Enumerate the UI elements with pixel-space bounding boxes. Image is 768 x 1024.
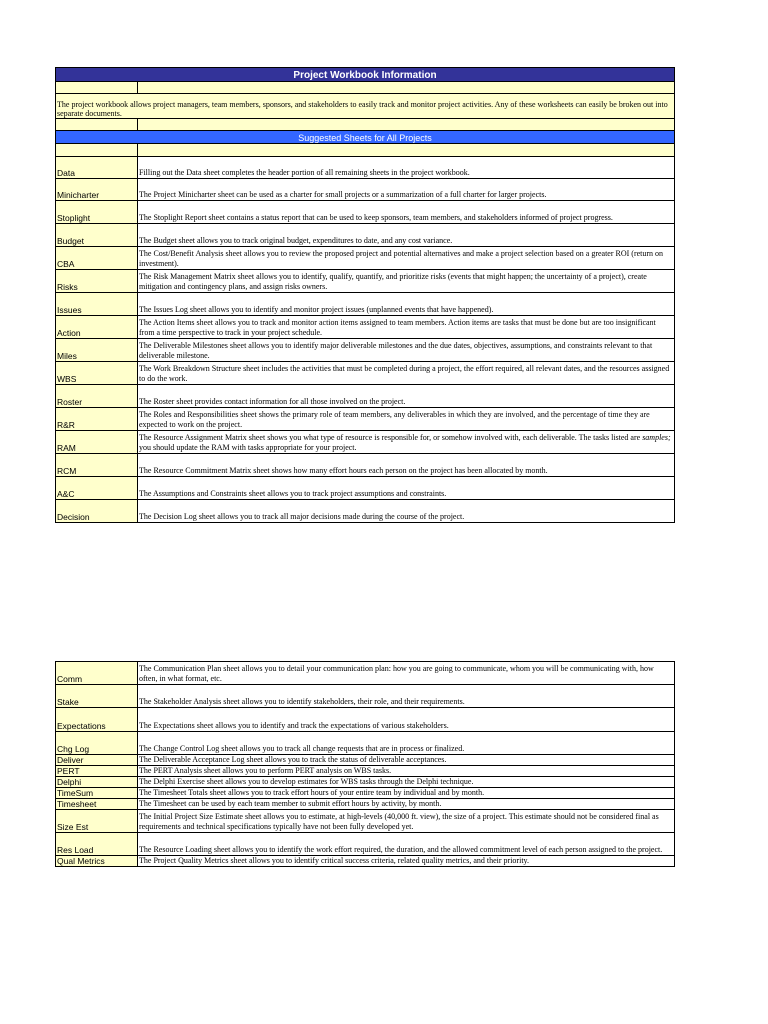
sheet-name-cell[interactable]: Qual Metrics [56, 856, 138, 867]
sheet-name-cell[interactable]: Delphi [56, 777, 138, 788]
sheet-desc-cell[interactable]: The Resource Loading sheet allows you to identify the work effort required, the duration, and the allowed commitment level of each person assigned to the project. [138, 833, 675, 856]
sheet-desc-cell[interactable]: The Risk Management Matrix sheet allows you to identify, qualify, quantify, and prioritize risks (events that might happen; the uncertainty of a project), create mitigation and contingency plans, and assign risks owners. [138, 270, 675, 293]
sheet-name-cell[interactable]: Minicharter [56, 179, 138, 201]
table-row [56, 247, 675, 270]
sheet-desc-cell[interactable]: The PERT Analysis sheet allows you to perform PERT analysis on WBS tasks. [138, 766, 675, 777]
table-row [56, 685, 675, 708]
table-row [56, 477, 675, 500]
sheet-desc-cell[interactable]: The Deliverable Milestones sheet allows you to identify major deliverable milestones and the due dates, objectives, assumptions, and constraints relevant to that deliverable milestone. [138, 339, 675, 362]
table-row [56, 408, 675, 431]
table-row [56, 293, 675, 316]
sheet-name-cell[interactable]: WBS [56, 362, 138, 385]
sheet-name-cell[interactable]: Data [56, 157, 138, 179]
sheet-desc-cell[interactable]: The Roles and Responsibilities sheet shows the primary role of team members, any deliverables in which they are involved, and the percentage of time they are expected to work on the project. [138, 408, 675, 431]
intro-text: The project workbook allows project managers, team members, sponsors, and stakeholders to easily track and monitor project activities. Any of these worksheets can easily be broken out into separate documents. [56, 94, 675, 119]
sheet-desc-cell[interactable]: The Expectations sheet allows you to identify and track the expectations of various stakeholders. [138, 708, 675, 732]
blank-row [56, 82, 675, 94]
sheet-name-cell[interactable]: Decision [56, 500, 138, 523]
sheet-desc-cell[interactable]: The Project Minicharter sheet can be used as a charter for small projects or a summarization of a full charter for larger projects. [138, 179, 675, 201]
table-row [56, 316, 675, 339]
table-row [56, 179, 675, 201]
sheet-desc-cell[interactable]: The Timesheet can be used by each team member to submit effort hours by activity, by month. [138, 799, 675, 810]
sheet-name-cell[interactable]: Deliver [56, 755, 138, 766]
sheet-name-cell[interactable]: Size Est [56, 810, 138, 833]
sheet-desc-cell[interactable]: The Initial Project Size Estimate sheet allows you to estimate, at high-levels (40,000 ft. view), the size of a project. This estimate should not be considered final as requirements and technical specifications typically have not been fully developed yet. [138, 810, 675, 833]
table-row [56, 732, 675, 755]
table-row [56, 500, 675, 523]
table-row [56, 810, 675, 833]
table-row [56, 339, 675, 362]
table-row [56, 856, 675, 867]
table-row [56, 224, 675, 247]
sheet-desc-cell[interactable]: The Roster sheet provides contact information for all those involved on the project. [138, 385, 675, 408]
sheet-name-cell[interactable]: Comm [56, 662, 138, 685]
sheet-name-cell[interactable]: Budget [56, 224, 138, 247]
sheet-desc-cell[interactable]: The Action Items sheet allows you to track and monitor action items assigned to team members. Action items are tasks that must be done but are too insignificant from a time perspective to track in your project schedule. [138, 316, 675, 339]
sheet-desc-cell[interactable]: Filling out the Data sheet completes the header portion of all remaining sheets in the project workbook. [138, 157, 675, 179]
sheet-name-cell[interactable]: Stoplight [56, 201, 138, 224]
sheet-desc-cell[interactable]: The Assumptions and Constraints sheet allows you to track project assumptions and constraints. [138, 477, 675, 500]
sheet-desc-cell[interactable]: The Deliverable Acceptance Log sheet allows you to track the status of deliverable acceptances. [138, 755, 675, 766]
sheet-name-cell[interactable]: Roster [56, 385, 138, 408]
sheet-desc-cell[interactable]: The Stakeholder Analysis sheet allows you to identify stakeholders, their role, and their requirements. [138, 685, 675, 708]
table-row [56, 431, 675, 454]
sheet-desc-cell[interactable] [138, 431, 675, 454]
sheet-desc-cell[interactable]: The Timesheet Totals sheet allows you to track effort hours of your entire team by individual and by month. [138, 788, 675, 799]
table-row [56, 788, 675, 799]
sheet-desc-cell[interactable]: The Budget sheet allows you to track original budget, expenditures to date, and any cost variance. [138, 224, 675, 247]
sheet-desc-cell[interactable]: The Communication Plan sheet allows you to detail your communication plan: how you are going to communicate, whom you will be communicating with, how often, in what format, etc. [138, 662, 675, 685]
sheet-name-cell[interactable]: RAM [56, 431, 138, 454]
workbook-sheets-table [55, 67, 675, 523]
sheet-name-cell[interactable]: CBA [56, 247, 138, 270]
table-row [56, 454, 675, 477]
page-title: Project Workbook Information [56, 68, 675, 82]
sheet-name-cell[interactable]: Action [56, 316, 138, 339]
sheet-desc-cell[interactable]: The Decision Log sheet allows you to track all major decisions made during the course of the project. [138, 500, 675, 523]
sheet-name-cell[interactable]: Timesheet [56, 799, 138, 810]
table-row [56, 799, 675, 810]
sheet-name-cell[interactable]: Stake [56, 685, 138, 708]
table-row [56, 201, 675, 224]
sheet-name-cell[interactable]: R&R [56, 408, 138, 431]
section-subtitle: Suggested Sheets for All Projects [56, 131, 675, 144]
sheet-name-cell[interactable]: PERT [56, 766, 138, 777]
additional-sheets-table [55, 661, 675, 867]
sheet-name-cell[interactable]: Risks [56, 270, 138, 293]
table-row [56, 755, 675, 766]
sheet-desc-cell[interactable]: The Cost/Benefit Analysis sheet allows you to review the proposed project and potential alternatives and make a project selection based on a greater ROI (return on investment). [138, 247, 675, 270]
table-row [56, 157, 675, 179]
sheet-desc-cell[interactable]: The Change Control Log sheet allows you to track all change requests that are in process or finalized. [138, 732, 675, 755]
table-row [56, 662, 675, 685]
sheet-desc-cell[interactable]: The Issues Log sheet allows you to identify and monitor project issues (unplanned events that have happened). [138, 293, 675, 316]
sheet-name-cell[interactable]: Expectations [56, 708, 138, 732]
sheet-name-cell[interactable]: RCM [56, 454, 138, 477]
ram-desc-part: The Resource Assignment Matrix sheet shows you what type of resource is responsible for, or somehow involved with, each deliverable. The tasks listed are [139, 433, 643, 442]
sheet-desc-cell[interactable]: The Work Breakdown Structure sheet includes the activities that must be completed during a project, the effort required, all relevant dates, and the resources assigned to do the work. [138, 362, 675, 385]
table-row [56, 385, 675, 408]
ram-desc-emphasis: samples; [642, 433, 671, 442]
table-row [56, 270, 675, 293]
table-row [56, 708, 675, 732]
table-row [56, 777, 675, 788]
sheet-name-cell[interactable]: Res Load [56, 833, 138, 856]
sheet-name-cell[interactable]: Issues [56, 293, 138, 316]
table-row [56, 766, 675, 777]
sheet-name-cell[interactable]: A&C [56, 477, 138, 500]
sheet-desc-cell[interactable]: The Resource Commitment Matrix sheet shows how many effort hours each person on the project has been allocated by month. [138, 454, 675, 477]
sheet-name-cell[interactable]: Chg Log [56, 732, 138, 755]
table-row [56, 833, 675, 856]
blank-row [56, 119, 675, 131]
sheet-name-cell[interactable]: Miles [56, 339, 138, 362]
sheet-name-cell[interactable]: TimeSum [56, 788, 138, 799]
sheet-desc-cell[interactable]: The Stoplight Report sheet contains a status report that can be used to keep sponsors, team members, and stakeholders informed of project progress. [138, 201, 675, 224]
blank-row [56, 144, 675, 157]
ram-desc-part: you should update the RAM with tasks appropriate for your project. [139, 443, 357, 452]
table-row [56, 362, 675, 385]
sheet-desc-cell[interactable]: The Delphi Exercise sheet allows you to develop estimates for WBS tasks through the Delphi technique. [138, 777, 675, 788]
sheet-desc-cell[interactable]: The Project Quality Metrics sheet allows you to identify critical success criteria, related quality metrics, and their priority. [138, 856, 675, 867]
